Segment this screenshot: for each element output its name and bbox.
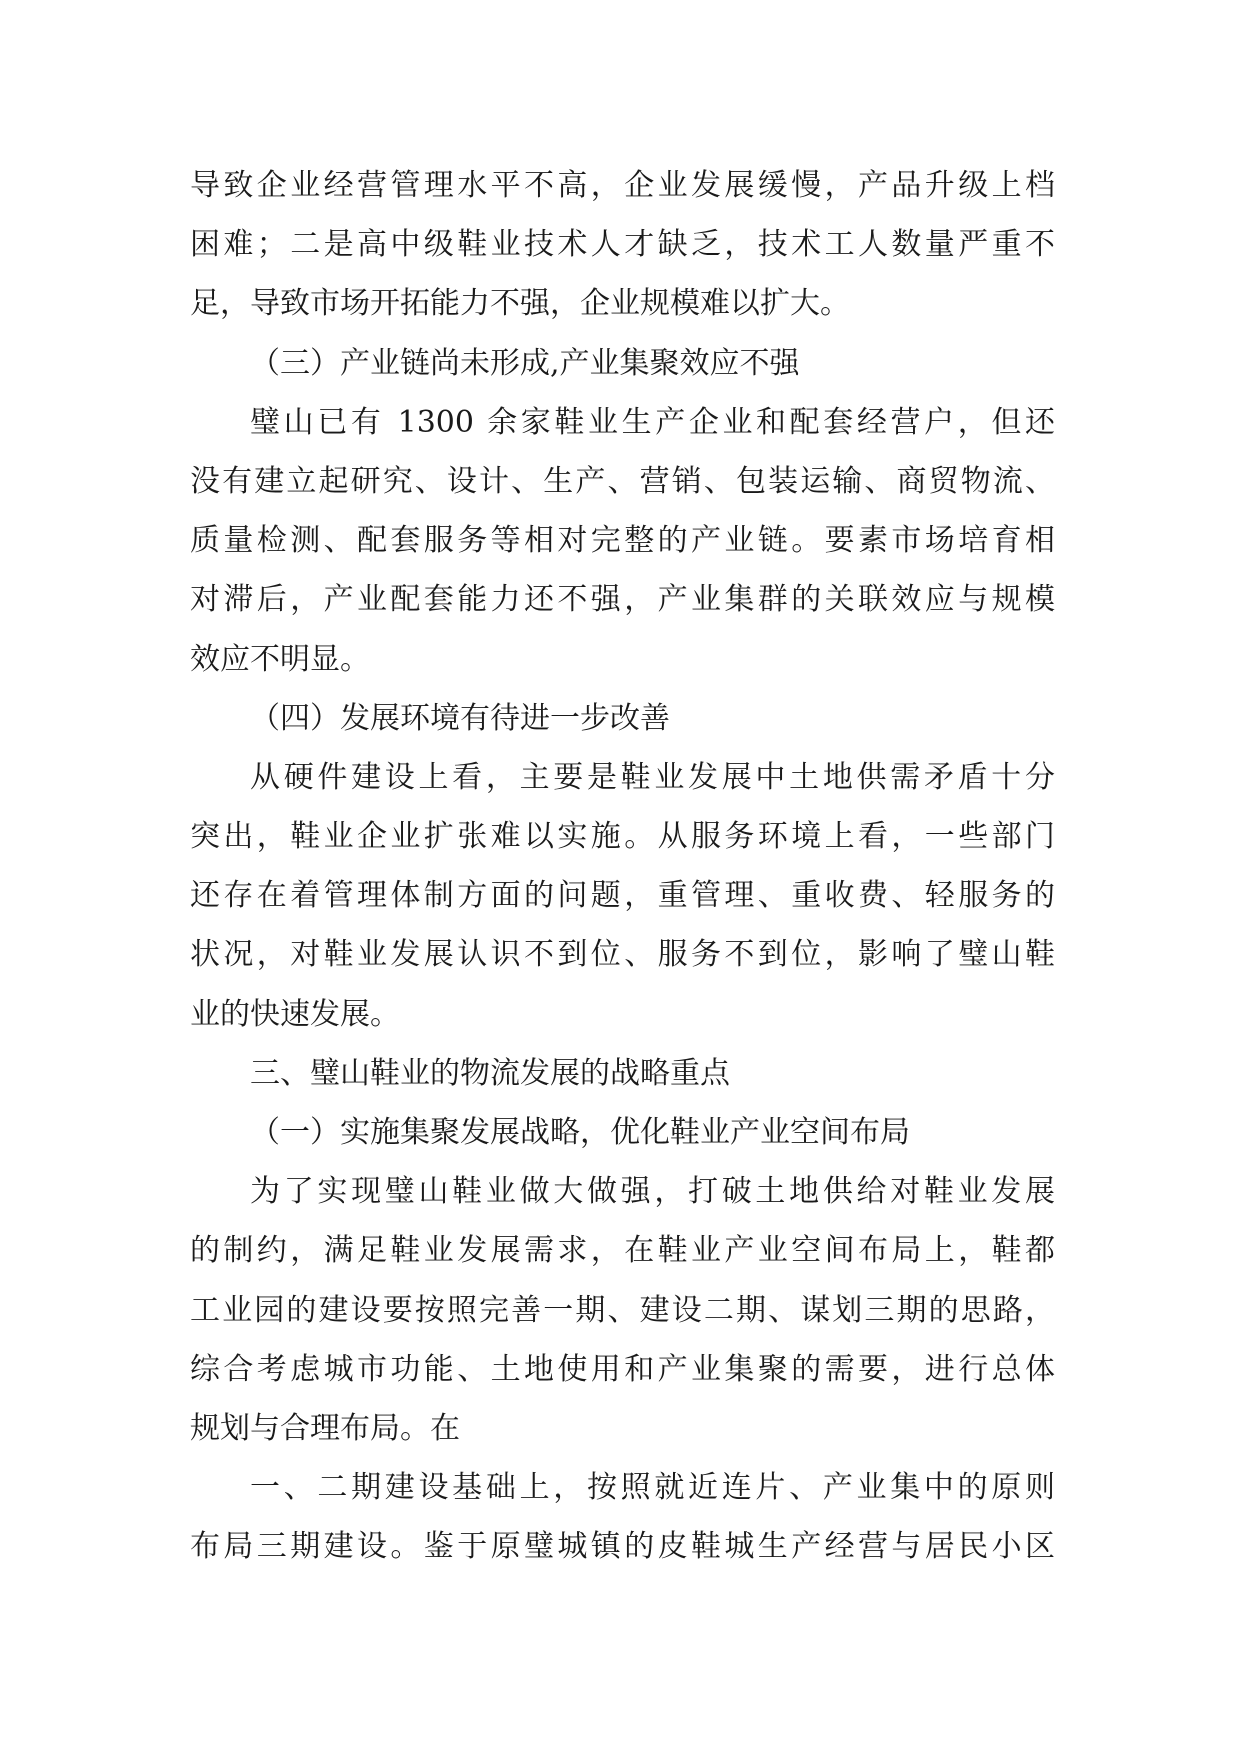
text-line: 规划与合理布局。在 (190, 1410, 460, 1446)
section-heading: （四）发展环境有待进一步改善 (250, 700, 670, 736)
text-line: 状况，对鞋业发展认识不到位、服务不到位，影响了璧山鞋 (190, 937, 1055, 973)
text-line: 质量检测、配套服务等相对完整的产业链。要素市场培育相 (190, 523, 1055, 559)
section-heading: （一）实施集聚发展战略，优化鞋业产业空间布局 (250, 1115, 910, 1150)
text-line: 困难；二是高中级鞋业技术人才缺乏，技术工人数量严重不 (190, 227, 1055, 263)
text-line: 布局三期建设。鉴于原璧城镇的皮鞋城生产经营与居民小区 (190, 1529, 1055, 1565)
text-line: 一、二期建设基础上，按照就近连片、产业集中的原则 (250, 1470, 1055, 1506)
text-line: 足，导致市场开拓能力不强，企业规模难以扩大。 (190, 286, 850, 322)
text-line: 对滞后，产业配套能力还不强，产业集群的关联效应与规模 (190, 582, 1055, 618)
text-line: 璧山已有 1300 余家鞋业生产企业和配套经营户，但还 (250, 404, 1055, 440)
text-line: 还存在着管理体制方面的问题，重管理、重收费、轻服务的 (190, 878, 1055, 914)
text-line: 综合考虑城市功能、土地使用和产业集聚的需要，进行总体 (190, 1351, 1055, 1387)
section-heading: 三、璧山鞋业的物流发展的战略重点 (250, 1055, 730, 1091)
text-line: 没有建立起研究、设计、生产、营销、包装运输、商贸物流、 (190, 463, 1055, 499)
text-line: 突出，鞋业企业扩张难以实施。从服务环境上看，一些部门 (190, 819, 1055, 855)
text-line: 工业园的建设要按照完善一期、建设二期、谋划三期的思路， (190, 1292, 1055, 1328)
document-page (190, 156, 1055, 1577)
text-line: 导致企业经营管理水平不高，企业发展缓慢，产品升级上档 (190, 168, 1055, 203)
text-line: 从硬件建设上看，主要是鞋业发展中土地供需矛盾十分 (250, 759, 1055, 795)
text-line: 效应不明显。 (190, 641, 370, 677)
text-line: 为了实现璧山鞋业做大做强，打破土地供给对鞋业发展 (250, 1174, 1055, 1210)
text-line: 业的快速发展。 (190, 996, 400, 1032)
section-heading: （三）产业链尚未形成,产业集聚效应不强 (250, 345, 800, 381)
text-line: 的制约，满足鞋业发展需求，在鞋业产业空间布局上，鞋都 (190, 1233, 1055, 1269)
